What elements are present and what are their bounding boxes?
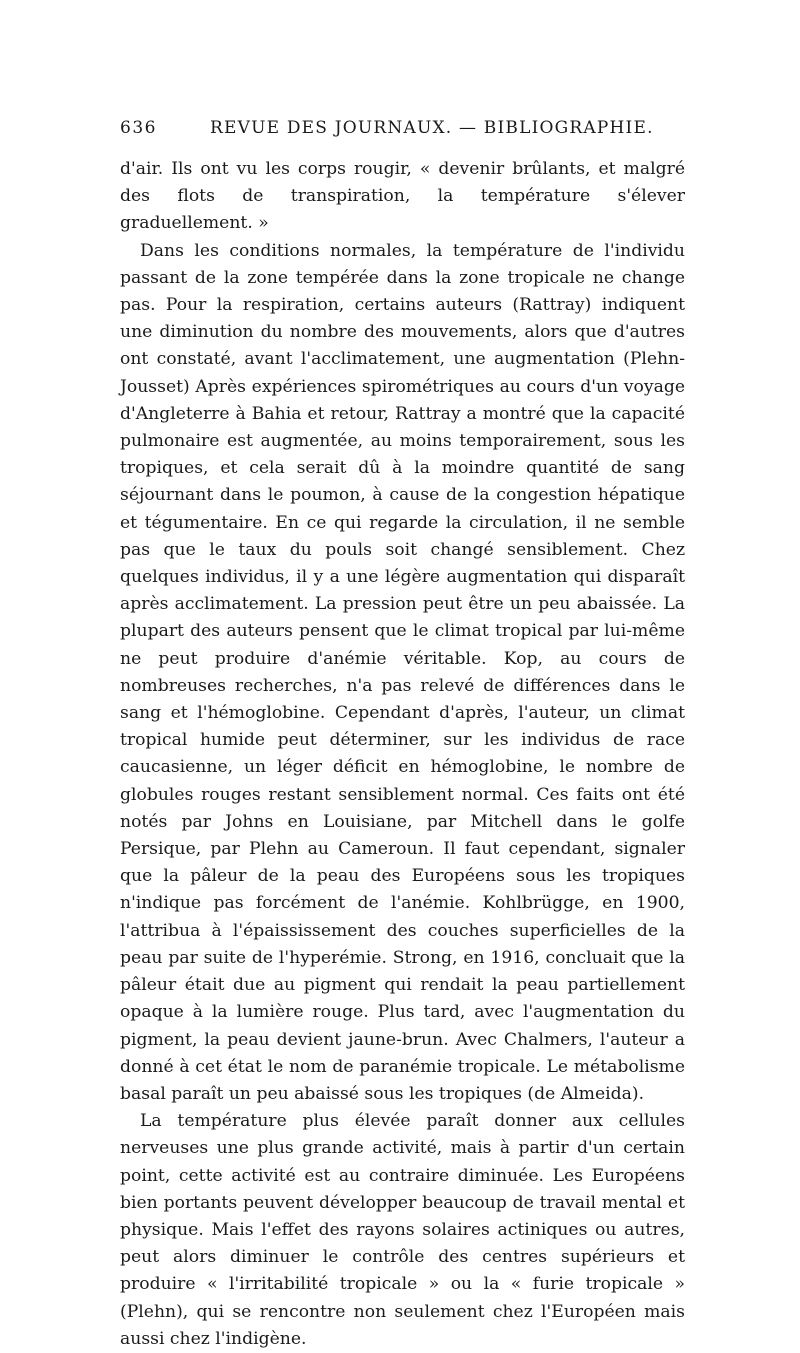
journal-page (120, 118, 685, 1353)
paragraph-continuation: d'air. Ils ont vu les corps rougir, « devenir brûlants, et malgré des flots de transpiration, la température s'élever graduellement. » (120, 159, 685, 234)
page-number: 636 (120, 118, 157, 138)
running-title: REVUE DES JOURNAUX. — BIBLIOGRAPHIE. (210, 118, 654, 138)
body-text (120, 156, 685, 1353)
paragraph-physiology: Dans les conditions normales, la température de l'individu passant de la zone tempérée dans la zone tropicale ne change pas. Pour la respiration, certains auteurs (Rattray) indiquent une diminution du nombre des mouvements, alors que d'autres ont constaté, avant l'acclimatement, une augmentation (Plehn-Jousset) Après expériences spirométriques au cours d'un voyage d'Angleterre à Bahia et retour, Rattray a montré que la capacité pulmonaire est augmentée, au moins temporairement, sous les tropiques, et cela serait dû à la moindre quantité de sang séjournant dans le poumon, à cause de la congestion hépatique et tégumentaire. En ce qui regarde la circulation, il ne semble pas que le taux du pouls soit changé sensiblement. Chez quelques individus, il y a une légère augmentation qui disparaît après acclimatement. La pression peut être un peu abaissée. La plupart des auteurs pensent que le climat tropical par lui-même ne peut produire d'anémie véritable. Kop, au cours de nombreuses recherches, n'a pas relevé de différences dans le sang et l'hémoglobine. Cependant d'après, l'auteur, un climat tropical humide peut déterminer, sur les individus de race caucasienne, un léger déficit en hémoglobine, le nombre de globules rouges restant sensiblement normal. Ces faits ont été notés par Johns en Louisiane, par Mitchell dans le golfe Persique, par Plehn au Cameroun. Il faut cependant, signaler que la pâleur de la peau des Européens sous les tropiques n'indique pas forcément de l'anémie. Kohlbrügge, en 1900, l'attribua à l'épaississement des couches superficielles de la peau par suite de l'hyperémie. Strong, en 1916, concluait que la pâleur était due au pigment qui rendait la peau partiellement opaque à la lumière rouge. Plus tard, avec l'augmentation du pigment, la peau devient jaune-brun. Avec Chalmers, l'auteur a donné à cet état le nom de paranémie tropicale. Le métabolisme basal paraît un peu abaissé sous les tropiques (de Almeida). (120, 240, 685, 1104)
paragraph-nervous-system: La température plus élevée paraît donner aux cellules nerveuses une plus grande activité, mais à partir d'un certain point, cette activité est au contraire diminuée. Les Européens bien portants peuvent développer beaucoup de travail mental et physique. Mais l'effet des rayons solaires actiniques ou autres, peut alors diminuer le contrôle des centres supérieurs et produire « l'irritabilité tropicale » ou la « furie tropicale » (Plehn), qui se rencontre non seulement chez l'Européen mais aussi chez l'indigène. (120, 1111, 685, 1349)
running-head (120, 118, 685, 148)
